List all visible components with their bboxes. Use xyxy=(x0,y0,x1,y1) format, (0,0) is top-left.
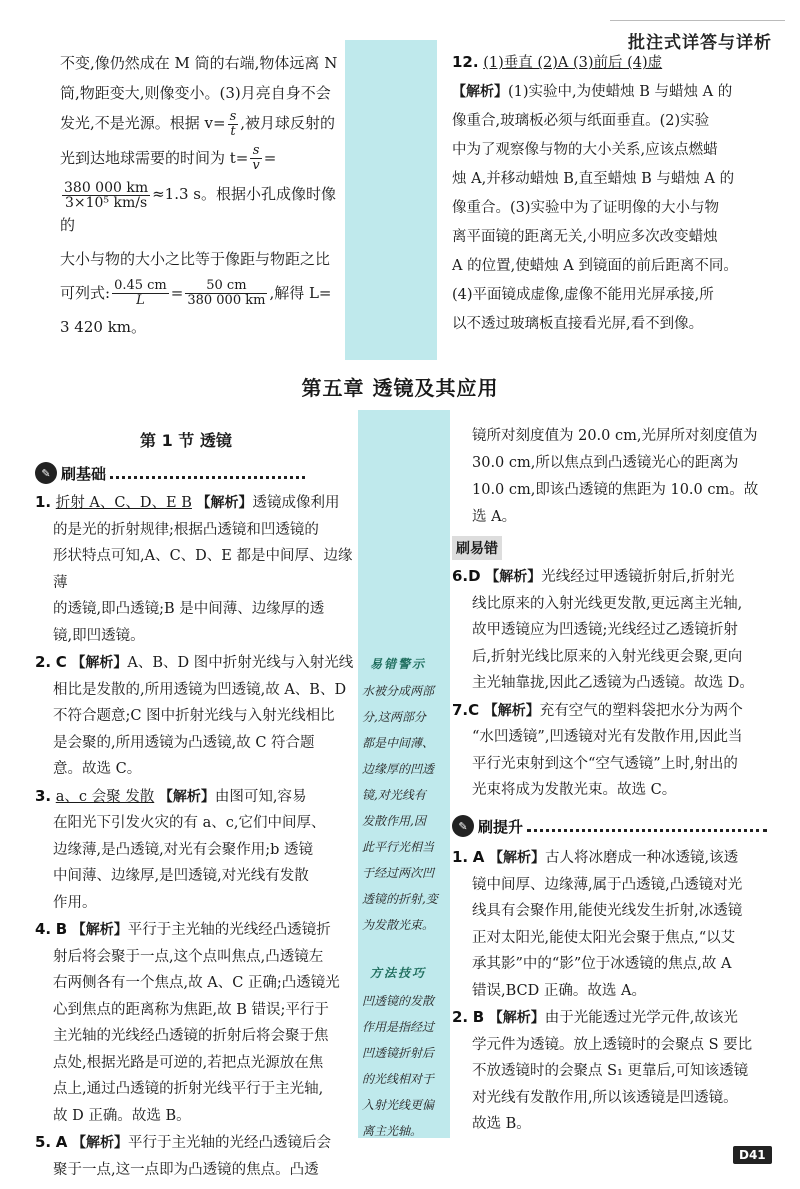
text-line: 学元件为透镜。放上透镜时的会聚点 S 要比 xyxy=(472,1036,753,1053)
analysis-tag: 【解析】 xyxy=(483,702,540,719)
frac-den: 380 000 km xyxy=(187,293,266,308)
side-strip-top xyxy=(345,40,437,360)
dotted-rule xyxy=(527,821,767,832)
text-fragment: 充有空气的塑料袋把水分为两个 xyxy=(539,702,743,719)
question-number: 5. xyxy=(35,1133,52,1151)
question-number: 7. xyxy=(452,700,469,719)
answer: a、c 会聚 发散 xyxy=(55,788,155,805)
side-line: 入射光线更偏 xyxy=(362,1098,435,1112)
analysis-tag: 【解析】 xyxy=(488,1010,545,1026)
analysis-tag: 【解析】 xyxy=(485,569,542,585)
text-line: 以不透过玻璃板直接看光屏,看不到像。 xyxy=(452,316,704,332)
text-fragment: 光线经过甲透镜折射后,折射光 xyxy=(541,569,735,585)
answer: B xyxy=(55,920,68,938)
side-line: 于经过两次凹 xyxy=(362,866,435,880)
side-note-title-error: 易错警示 xyxy=(370,657,427,671)
frac-num: 380 000 km xyxy=(64,179,149,196)
fraction xyxy=(250,144,261,173)
text-line: 射后将会聚于一点,这个点叫焦点,凸透镜左 xyxy=(53,948,324,965)
text-line xyxy=(60,143,350,174)
question-number: 4. xyxy=(35,920,52,938)
text-line: 作用。 xyxy=(53,894,97,911)
frac-den: t xyxy=(230,123,236,139)
badge-label: 刷基础 xyxy=(61,464,107,483)
text-line: 线具有会聚作用,能使光线发生折射,冰透镜 xyxy=(472,903,743,919)
answer: C xyxy=(468,700,480,719)
text-line: 平行光束射到这个“空气透镜”上时,射出的 xyxy=(472,755,738,772)
question-number: 3. xyxy=(35,786,52,805)
text-line: A 的位置,使蜡烛 A 到镜面的前后距离不同。 xyxy=(452,258,738,274)
text-fragment: 平行于主光轴的光经凸透镜后会 xyxy=(127,1135,331,1151)
text-line: 对光线有发散作用,所以该透镜是凹透镜。 xyxy=(472,1089,738,1106)
question-number: 12. xyxy=(452,53,479,71)
text-line xyxy=(452,697,777,725)
side-line: 离主光轴。 xyxy=(362,1124,423,1138)
side-line: 此平行光相当 xyxy=(362,840,435,854)
answer: 折射 A、C、D、E B xyxy=(55,495,192,511)
fraction xyxy=(228,110,239,139)
text-line: 不符合题意;C 图中折射光线与入射光线相比 xyxy=(53,708,335,724)
text-line: 烛 A,并移动蜡烛 B,直至蜡烛 B 与蜡烛 A 的 xyxy=(452,171,735,187)
text-line: 的透镜,即凸透镜;B 是中间薄、边缘厚的透 xyxy=(53,601,325,617)
side-line: 为发散光束。 xyxy=(362,918,435,932)
analysis-tag: 【解析】 xyxy=(452,84,508,100)
right-column-errors xyxy=(452,563,777,804)
text-fragment: ,解得 L= xyxy=(269,283,332,302)
side-line: 分,这两部分 xyxy=(362,710,426,724)
text-line: 像重合。(3)实验中为了证明像的大小与物 xyxy=(452,200,720,216)
badge-advance xyxy=(452,815,767,837)
analysis-tag: 【解析】 xyxy=(196,495,253,511)
text-line: 的是光的折射规律;根据凸透镜和凹透镜的 xyxy=(53,521,319,538)
frac-num: 0.45 cm xyxy=(114,278,167,293)
text-line xyxy=(35,489,357,517)
text-line xyxy=(60,179,350,240)
text-line: 中间薄、边缘厚,是凹透镜,对光线有发散 xyxy=(53,868,309,884)
text-line xyxy=(35,916,357,944)
text-line: 心到焦点的距离称为焦距,故 B 错误;平行于 xyxy=(53,1001,329,1018)
side-note-error xyxy=(362,678,452,938)
side-line: 发散作用,因 xyxy=(362,814,426,828)
text-fragment: = xyxy=(170,283,184,302)
text-line xyxy=(452,78,777,107)
top-left-column xyxy=(60,48,350,342)
dotted-rule xyxy=(110,468,305,479)
text-line xyxy=(35,649,357,677)
text-fragment: 平行于主光轴的光线经凸透镜折 xyxy=(127,922,331,938)
badge-label: 刷提升 xyxy=(478,817,524,836)
chapter-title: 第五章 透镜及其应用 xyxy=(301,376,499,400)
left-column xyxy=(35,489,357,1183)
side-line: 镜,对光线有 xyxy=(362,788,426,802)
text-fragment: 发光,不是光源。根据 v= xyxy=(60,114,226,132)
frac-num: s xyxy=(229,108,237,124)
pen-icon: ✎ xyxy=(452,815,474,837)
text-line xyxy=(452,1004,777,1032)
text-line: 故选 B。 xyxy=(472,1116,531,1132)
text-fragment: = xyxy=(263,148,277,167)
text-line: 正对太阳光,能使太阳光会聚于焦点,“以艾 xyxy=(472,929,736,946)
side-line: 凹透镜的发散 xyxy=(362,994,435,1008)
question-number: 2. xyxy=(35,653,52,671)
text-line: 筒,物距变大,则像变小。(3)月亮自身不会 xyxy=(60,84,331,102)
fraction xyxy=(62,181,150,210)
text-line: 右两侧各有一个焦点,故 A、C 正确;凸透镜光 xyxy=(53,975,340,991)
question-number: 1. xyxy=(452,848,469,866)
analysis-tag: 【解析】 xyxy=(71,655,128,671)
text-line: 镜中间厚、边缘薄,属于凸透镜,凸透镜对光 xyxy=(472,876,743,893)
text-fragment: (1)实验中,为使蜡烛 B 与蜡烛 A 的 xyxy=(508,84,733,100)
text-fragment: 可列式: xyxy=(60,283,111,302)
top-right-column xyxy=(452,48,777,339)
text-line: “水凹透镜”,凹透镜对光有发散作用,因此当 xyxy=(472,729,743,745)
text-fragment: 光到达地球需要的时间为 t= xyxy=(60,148,249,167)
analysis-tag: 【解析】 xyxy=(71,1135,128,1151)
page-number: D41 xyxy=(733,1146,772,1164)
text-line: 离平面镜的距离无关,小明应多次改变蜡烛 xyxy=(452,229,718,245)
text-fragment: ,被月球反射的 xyxy=(240,114,336,132)
pen-icon: ✎ xyxy=(35,462,57,484)
text-line: 在阳光下引发火灾的有 a、c,它们中间厚、 xyxy=(53,815,326,831)
text-line xyxy=(35,1129,357,1157)
text-line: 不变,像仍然成在 M 筒的右端,物体远离 N xyxy=(60,54,338,72)
text-line: 像重合,玻璃板必须与纸面垂直。(2)实验 xyxy=(452,113,710,129)
right-column-advance xyxy=(452,844,777,1138)
text-line xyxy=(35,783,357,811)
text-line: 相比是发散的,所用透镜为凹透镜,故 A、B、D xyxy=(53,681,347,698)
frac-den: L xyxy=(136,293,145,308)
frac-num: 50 cm xyxy=(185,279,267,294)
text-line: 点处,根据光路是可逆的,若把点光源放在焦 xyxy=(53,1054,324,1071)
text-line: 边缘薄,是凸透镜,对光有会聚作用;b 透镜 xyxy=(53,841,313,858)
text-line: 不放透镜时的会聚点 S₁ 更靠后,可知该透镜 xyxy=(472,1063,749,1079)
text-line: 大小与物的大小之比等于像距与物距之比 xyxy=(60,249,331,268)
text-line: 错误,BCD 正确。故选 A。 xyxy=(472,982,646,999)
side-note-title-method: 方法技巧 xyxy=(370,966,427,980)
text-line: 聚于一点,这一点即为凸透镜的焦点。凸透 xyxy=(53,1161,319,1178)
side-note-method xyxy=(362,988,452,1144)
text-line: 选 A。 xyxy=(472,509,517,525)
answer: B xyxy=(472,1008,485,1026)
fraction xyxy=(185,279,267,308)
text-line: 主光轴的光线经凸透镜的折射后将会聚于焦 xyxy=(53,1028,329,1044)
analysis-tag: 【解析】 xyxy=(488,850,545,866)
text-line: 镜所对刻度值为 20.0 cm,光屏所对刻度值为 xyxy=(472,428,758,444)
answer: A xyxy=(55,1133,68,1151)
question-12 xyxy=(452,48,777,78)
side-line: 的光线相对于 xyxy=(362,1072,435,1086)
question-number: 6. xyxy=(452,567,469,585)
text-line: 是会聚的,所用透镜为凸透镜,故 C 符合题 xyxy=(53,734,315,751)
side-line: 边缘厚的凹透 xyxy=(362,762,435,776)
text-fragment: A、B、D 图中折射光线与入射光线 xyxy=(127,655,354,671)
header-rule xyxy=(610,20,785,21)
frac-num: s xyxy=(250,144,261,159)
text-line: 镜,即凹透镜。 xyxy=(53,627,145,644)
text-line xyxy=(60,278,350,309)
answer: (1)垂直 (2)A (3)前后 (4)虚 xyxy=(483,55,663,71)
side-line: 作用是指经过 xyxy=(362,1020,435,1034)
text-line: (4)平面镜成虚像,虚像不能用光屏承接,所 xyxy=(452,287,714,303)
badge-basic xyxy=(35,462,305,484)
answer: D xyxy=(468,567,481,585)
text-line: 30.0 cm,所以焦点到凸透镜光心的距离为 xyxy=(472,455,739,471)
text-line: 主光轴靠拢,因此乙透镜为凸透镜。故选 D。 xyxy=(472,675,754,691)
fraction xyxy=(112,279,169,308)
text-line: 承其影”中的“影”位于冰透镜的焦点,故 A xyxy=(472,956,732,972)
question-number: 1. xyxy=(35,493,52,511)
section-title: 第 1 节 透镜 xyxy=(140,431,232,450)
side-line: 都是中间薄、 xyxy=(362,736,435,750)
text-line: 3 420 km。 xyxy=(60,318,147,336)
badge-error: 刷易错 xyxy=(452,536,502,560)
side-line: 凹透镜折射后 xyxy=(362,1046,435,1060)
text-fragment: 由于光能透过光学元件,故该光 xyxy=(544,1010,738,1026)
text-line: 线比原来的入射光线更发散,更远离主光轴, xyxy=(472,595,743,612)
side-line: 透镜的折射,变 xyxy=(362,892,438,906)
text-line: 故甲透镜应为凹透镜;光线经过乙透镜折射 xyxy=(472,622,738,638)
text-line: 光束将成为发散光束。故选 C。 xyxy=(472,782,677,798)
answer: A xyxy=(472,848,485,866)
answer: C xyxy=(55,653,67,671)
text-line xyxy=(452,563,777,591)
question-number: 2. xyxy=(452,1008,469,1026)
right-column-top xyxy=(472,423,777,531)
text-line: 点上,通过凸透镜的折射光线平行于主光轴, xyxy=(53,1081,324,1097)
frac-den: v xyxy=(252,158,260,173)
text-line: 故 D 正确。故选 B。 xyxy=(53,1107,191,1124)
text-line: 意。故选 C。 xyxy=(53,761,142,777)
text-fragment: ≈1.3 s。根据小孔成像时像的 xyxy=(60,185,336,234)
side-line: 水被分成两部 xyxy=(362,684,435,698)
text-line: 10.0 cm,即该凸透镜的焦距为 10.0 cm。故 xyxy=(472,482,759,498)
text-line xyxy=(60,108,350,139)
header-title: 批注式详答与详析 xyxy=(628,33,772,53)
text-fragment: 由图可知,容易 xyxy=(214,788,307,805)
text-line: 中为了观察像与物的大小关系,应该点燃蜡 xyxy=(452,142,718,158)
analysis-tag: 【解析】 xyxy=(71,922,128,938)
text-line: 后,折射光线比原来的入射光线更会聚,更向 xyxy=(472,648,743,665)
text-line xyxy=(452,844,777,872)
analysis-tag: 【解析】 xyxy=(158,788,215,805)
text-line: 形状特点可知,A、C、D、E 都是中间厚、边缘薄 xyxy=(53,548,353,591)
frac-den: 3×10⁵ km/s xyxy=(64,194,148,211)
text-fragment: 透镜成像利用 xyxy=(252,495,340,511)
text-fragment: 古人将冰磨成一种冰透镜,该透 xyxy=(544,850,739,866)
